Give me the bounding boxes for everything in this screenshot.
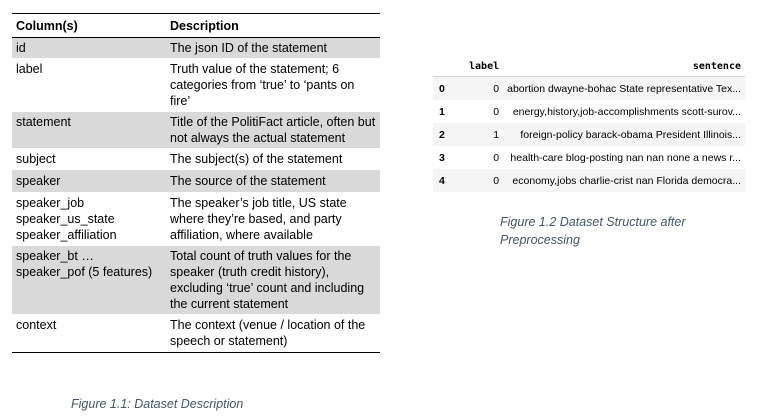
row-sentence: energy,history,job-accomplishments scott-surov... <box>512 105 741 118</box>
header-columns: Column(s) <box>12 14 166 38</box>
header-index <box>433 58 456 77</box>
row-index: 2 <box>433 123 456 146</box>
table-row <box>12 112 380 148</box>
row-label: 1 <box>456 123 503 146</box>
row-index: 0 <box>433 77 456 101</box>
dataframe-header-row <box>433 58 745 77</box>
header-sentence: sentence <box>503 58 745 77</box>
column-description: Truth value of the statement; 6 categories from ‘true’ to ‘pants on fire’ <box>170 62 355 108</box>
table-row <box>12 192 380 246</box>
dataframe-row <box>433 169 745 192</box>
column-description: The subject(s) of the statement <box>170 152 343 166</box>
row-sentence: foreign-policy barack-obama President Illinois... <box>503 123 745 146</box>
row-sentence: health-care blog-posting nan nan none a news r... <box>510 151 741 164</box>
column-description: The source of the statement <box>166 170 380 192</box>
row-index: 1 <box>439 105 445 118</box>
column-name: speaker_bt … speaker_pof (5 features) <box>12 246 166 314</box>
row-index: 4 <box>433 169 456 192</box>
column-name: subject <box>16 152 56 166</box>
table-row <box>12 148 380 170</box>
figure-caption-structure: Figure 1.2 Dataset Structure after Preprocessing <box>500 215 686 247</box>
dataframe-row <box>433 123 745 146</box>
dataframe-row <box>433 77 745 101</box>
column-description: The speaker’s job title, US state where they’re based, and party affiliation, where available <box>170 196 347 242</box>
row-sentence: economy,jobs charlie-crist nan Florida democra... <box>503 169 745 192</box>
row-label: 0 <box>456 169 503 192</box>
row-label: 0 <box>456 77 503 101</box>
dataset-description-table <box>12 13 380 353</box>
column-name: speaker <box>12 170 166 192</box>
column-name: label <box>16 62 43 76</box>
column-name: speaker_job speaker_us_state speaker_affiliation <box>16 196 117 242</box>
row-label: 0 <box>493 151 500 164</box>
column-description: The json ID of the statement <box>166 38 380 59</box>
header-description: Description <box>166 14 380 38</box>
column-name: statement <box>12 112 166 148</box>
header-label: label <box>456 58 503 77</box>
table-row <box>12 246 380 314</box>
table-row <box>12 314 380 353</box>
column-name: context <box>12 314 166 353</box>
column-description: Total count of truth values for the speaker (truth credit history), excluding ‘true’ count and including the current statement <box>166 246 380 314</box>
column-name: id <box>12 38 166 59</box>
row-label: 0 <box>493 105 500 118</box>
table-row <box>12 170 380 192</box>
row-index: 3 <box>439 151 445 164</box>
column-description: Title of the PolitiFact article, often but not always the actual statement <box>166 112 380 148</box>
dataframe-preview <box>433 58 745 192</box>
table-row <box>12 58 380 112</box>
figure-caption-description: Figure 1.1: Dataset Description <box>71 397 244 411</box>
dataframe-row <box>433 100 745 123</box>
row-sentence: abortion dwayne-bohac State representative Tex... <box>503 77 745 101</box>
dataframe-row <box>433 146 745 169</box>
column-description: The context (venue / location of the speech or statement) <box>166 314 380 353</box>
table-row <box>12 38 380 59</box>
table-header-row <box>12 14 380 38</box>
